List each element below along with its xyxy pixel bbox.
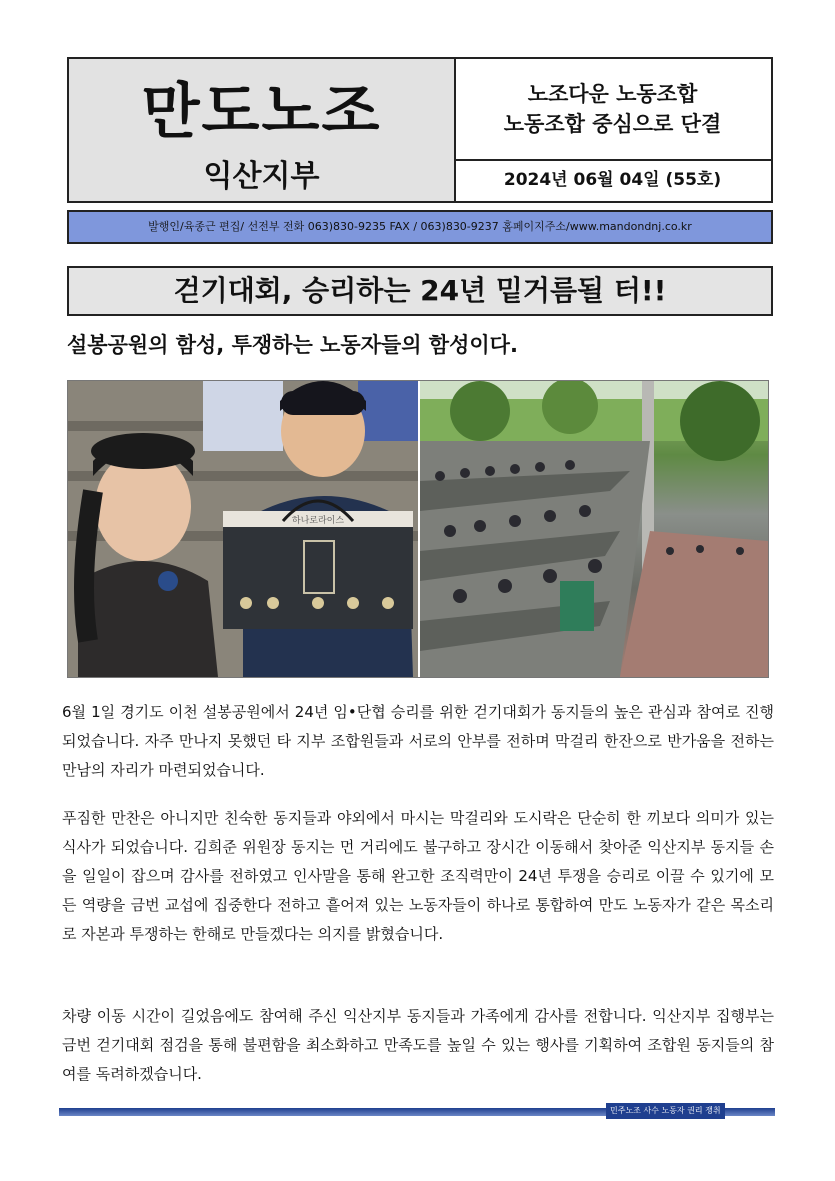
- article-paragraph-2: 푸짐한 만찬은 아니지만 친숙한 동지들과 야외에서 마시는 막걸리와 도시락은 단순히 한 끼보다 의미가 있는 식사가 되었습니다. 김희준 위원장 동지는 먼 거리에도 불구하고 장시간 이동해서 찾아준 익산지부 동지들 손을 일일이 잡으며 감사를 전하였고 인사말을 통해 완고한 조직력만이 24년 투쟁을 승리로 이끌 수 있기에 모든 역량을 금번 교섭에 집중한다 전하고 흩어져 있는 노동자들이 하나로 통합하여 만도 노동자가 같은 목소리로 자본과 투쟁하는 한해로 만들겠다는 의지를 밝혔습니다.: [62, 809, 774, 943]
- footer-slogan-tag: 민주노조 사수 노동자 권리 쟁취: [606, 1103, 725, 1119]
- newsletter-title: 만도노조: [141, 77, 382, 147]
- slogan-line-1: 노조다운 노동조합: [527, 82, 698, 106]
- photo-crowd-illustration: [420, 381, 768, 677]
- photo-couple-with-gift: [68, 381, 418, 677]
- photo-couple-illustration: [68, 381, 418, 677]
- branch-name: 익산지부: [203, 159, 320, 194]
- subheadline: 설봉공원의 함성, 투쟁하는 노동자들의 함성이다.: [67, 333, 518, 357]
- gift-box-label: 하나로라이스: [291, 516, 345, 526]
- issue-date: 2024년 06월 04일 (55호): [503, 170, 722, 190]
- slogan-line-2: 노동조합 중심으로 단결: [503, 112, 722, 136]
- photo-crowd-on-stands: [420, 381, 768, 677]
- masthead: [67, 57, 773, 203]
- headline: 걷기대회, 승리하는 24년 밑거름될 터!!: [67, 266, 773, 316]
- article-paragraph-1: 6월 1일 경기도 이천 설봉공원에서 24년 임•단협 승리를 위한 걷기대회가 동지들의 높은 관심과 참여로 진행되었습니다. 자주 만나지 못했던 타 지부 조합원들과 서로의 안부를 전하며 막걸리 한잔으로 반가움을 전하는 만남의 자리가 마련되었습니다.: [62, 703, 774, 779]
- publisher-info-bar: 발행인/육종근 편집/ 선전부 전화 063)830-9235 FAX / 063)830-9237 홈페이지주소/www.mandondnj.co.kr: [67, 210, 773, 244]
- article-paragraph-3: 차량 이동 시간이 길었음에도 참여해 주신 익산지부 동지들과 가족에게 감사를 전합니다. 익산지부 집행부는 금번 걷기대회 점검을 통해 불편함을 최소화하고 만족도를 높일 수 있는 행사를 기획하여 조합원 동지들의 참여를 독려하겠습니다.: [62, 1007, 774, 1083]
- photo-row: [67, 380, 769, 678]
- slogan-block: [454, 59, 771, 161]
- masthead-title-block: [69, 59, 456, 201]
